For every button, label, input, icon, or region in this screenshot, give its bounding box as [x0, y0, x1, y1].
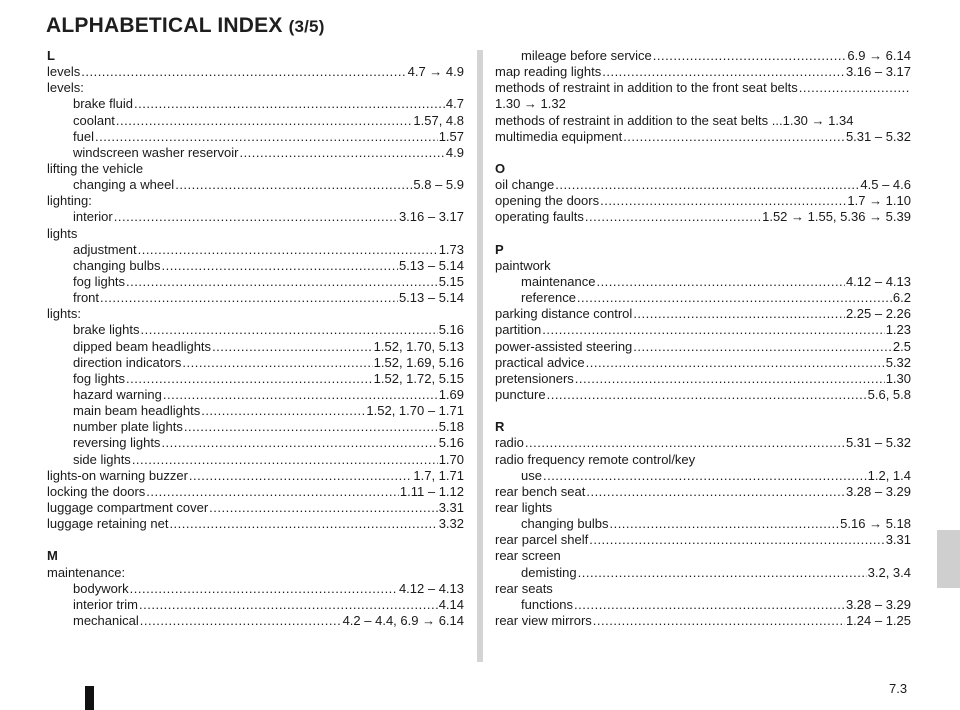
- entry-label: rear bench seat: [495, 483, 586, 499]
- index-letter-heading: L: [47, 48, 55, 63]
- dot-leader: [163, 387, 438, 403]
- dot-leader: [175, 177, 412, 193]
- index-entry: [495, 613, 911, 629]
- index-subentry: [47, 96, 464, 112]
- index-heading: levels:: [47, 80, 84, 96]
- index-subentry: [47, 403, 464, 419]
- dot-leader: [130, 581, 398, 597]
- entry-label: use: [521, 467, 542, 483]
- dot-leader: [589, 532, 884, 548]
- index-heading: 1.30 → 1.32: [495, 96, 566, 112]
- index-heading: rear seats: [495, 580, 553, 596]
- dot-leader: [161, 258, 397, 274]
- entry-page-ref: 4.14: [438, 596, 464, 612]
- index-subentry: [495, 290, 911, 306]
- entry-label: operating faults: [495, 209, 584, 225]
- entry-label: luggage compartment cover: [47, 499, 209, 515]
- dot-leader: [586, 484, 845, 500]
- entry-page-ref: 1.7, 1.71: [413, 467, 464, 483]
- index-column-right: [495, 48, 911, 629]
- dot-leader: [212, 339, 373, 355]
- entry-label: demisting: [521, 564, 577, 580]
- dot-leader: [184, 419, 438, 435]
- entry-label: pretensioners: [495, 370, 574, 386]
- entry-label: rear parcel shelf: [495, 532, 589, 548]
- entry-label: changing bulbs: [73, 257, 161, 273]
- entry-label: hazard warning: [73, 386, 162, 402]
- entry-label: main beam headlights: [73, 403, 201, 419]
- index-entry: [495, 484, 911, 500]
- entry-page-ref: 4.7: [445, 96, 464, 112]
- entry-label: radio: [495, 435, 524, 451]
- entry-label: reference: [521, 290, 576, 306]
- entry-label: fog lights: [73, 273, 126, 289]
- dot-leader: [596, 274, 844, 290]
- entry-page-ref: 3.28 – 3.29: [845, 483, 911, 499]
- dot-leader: [182, 355, 372, 371]
- index-entry: [47, 484, 464, 500]
- index-heading: methods of restraint in addition to the seat belts ...1.30 → 1.34: [495, 112, 854, 128]
- dot-leader: [126, 371, 373, 387]
- index-subentry: [47, 322, 464, 338]
- index-heading: lighting:: [47, 193, 92, 209]
- dot-leader: [95, 129, 438, 145]
- index-entry: [47, 468, 464, 484]
- dot-leader: [633, 339, 892, 355]
- entry-label: levels: [47, 64, 81, 80]
- index-letter-heading: R: [495, 419, 505, 435]
- index-heading: lights: [47, 225, 78, 241]
- dot-leader: [126, 274, 438, 290]
- dot-leader: [132, 452, 438, 468]
- page-number: 7.3: [889, 681, 908, 696]
- entry-label: multimedia equipment: [495, 128, 623, 144]
- index-heading: maintenance:: [47, 564, 126, 580]
- entry-label: methods of restraint in addition to the front seat belts: [495, 80, 798, 96]
- dot-leader: [609, 516, 839, 532]
- index-entry: [495, 387, 911, 403]
- entry-page-ref: 5.15: [438, 273, 464, 289]
- entry-label: interior: [73, 209, 113, 225]
- dot-leader: [81, 64, 406, 80]
- entry-page-ref: 4.7 → 4.9: [407, 64, 464, 80]
- page-title-part: (3/5): [288, 17, 325, 36]
- entry-page-ref: 1.30: [885, 370, 911, 386]
- entry-page-ref: 4.5 – 4.6: [860, 177, 911, 193]
- entry-label: parking distance control: [495, 306, 633, 322]
- page-title-text: ALPHABETICAL INDEX: [46, 14, 283, 37]
- entry-label: front: [73, 290, 100, 306]
- index-entry: [495, 532, 911, 548]
- entry-label: fog lights: [73, 370, 126, 386]
- entry-page-ref: 5.13 – 5.14: [398, 290, 464, 306]
- dot-leader: [114, 209, 398, 225]
- index-subentry: [495, 597, 911, 613]
- index-letter-heading: P: [495, 241, 504, 257]
- entry-page-ref: 1.11 – 1.12: [399, 483, 464, 499]
- entry-label: interior trim: [73, 596, 139, 612]
- entry-page-ref: 1.7 → 1.10: [847, 193, 911, 209]
- dot-leader: [134, 96, 445, 112]
- entry-page-ref: 1.52, 1.69, 5.16: [373, 354, 464, 370]
- dot-leader: [653, 48, 847, 64]
- dot-leader: [140, 613, 342, 629]
- entry-page-ref: 3.16 – 3.17: [398, 209, 464, 225]
- entry-label: puncture: [495, 386, 546, 402]
- entry-label: brake lights: [73, 322, 140, 338]
- entry-page-ref: 1.52, 1.72, 5.15: [373, 370, 464, 386]
- index-subentry: [495, 565, 911, 581]
- entry-label: changing a wheel: [73, 177, 175, 193]
- entry-page-ref: 2.5: [892, 338, 911, 354]
- index-subentry: [47, 419, 464, 435]
- spacer: [495, 145, 911, 161]
- index-entry: [495, 355, 911, 371]
- index-entry: [495, 129, 911, 145]
- entry-page-ref: 5.8 – 5.9: [413, 177, 464, 193]
- index-subentry: [495, 516, 911, 532]
- spacer: [495, 403, 911, 419]
- dot-leader: [161, 435, 437, 451]
- entry-page-ref: 5.16: [438, 322, 464, 338]
- entry-page-ref: 1.2, 1.4: [867, 467, 911, 483]
- index-entry: [495, 193, 911, 209]
- index-heading: rear screen: [495, 548, 561, 564]
- entry-page-ref: 1.70: [438, 451, 464, 467]
- entry-page-ref: 6.9 → 6.14: [847, 48, 911, 63]
- entry-page-ref: 5.18: [438, 419, 464, 435]
- entry-label: opening the doors: [495, 193, 600, 209]
- index-entry: [495, 209, 911, 225]
- index-subentry: [47, 242, 464, 258]
- dot-leader: [547, 387, 867, 403]
- dot-leader: [799, 80, 910, 96]
- index-entry: [495, 339, 911, 355]
- spacer: [47, 532, 464, 548]
- dot-leader: [585, 209, 761, 225]
- index-entry: [495, 306, 911, 322]
- entry-page-ref: 5.31 – 5.32: [845, 435, 911, 451]
- entry-label: fuel: [73, 128, 94, 144]
- entry-label: windscreen washer reservoir: [73, 144, 239, 160]
- entry-page-ref: 2.25 – 2.26: [845, 306, 911, 322]
- entry-page-ref: 6.2: [892, 290, 911, 306]
- entry-label: power-assisted steering: [495, 338, 633, 354]
- entry-page-ref: 5.32: [885, 354, 911, 370]
- column-divider: [477, 50, 483, 662]
- index-subentry: [47, 129, 464, 145]
- entry-label: luggage retaining net: [47, 516, 169, 532]
- entry-page-ref: 5.31 – 5.32: [845, 128, 911, 144]
- dot-leader: [577, 290, 892, 306]
- entry-page-ref: 5.6, 5.8: [867, 386, 911, 402]
- entry-label: functions: [521, 596, 574, 612]
- dot-leader: [602, 64, 845, 80]
- entry-label: practical advice: [495, 354, 585, 370]
- index-subentry: [47, 355, 464, 371]
- index-subentry: [47, 290, 464, 306]
- dot-leader: [138, 242, 438, 258]
- dot-leader: [633, 306, 845, 322]
- entry-page-ref: 1.57: [438, 128, 464, 144]
- dot-leader: [169, 516, 437, 532]
- entry-label: coolant: [73, 112, 115, 128]
- dot-leader: [139, 597, 438, 613]
- index-subentry: [47, 145, 464, 161]
- index-heading: radio frequency remote control/key: [495, 451, 696, 467]
- dot-leader: [201, 403, 365, 419]
- spacer: [495, 226, 911, 242]
- entry-label: brake fluid: [73, 96, 133, 112]
- entry-page-ref: 4.12 – 4.13: [398, 580, 464, 596]
- index-letter-heading: O: [495, 160, 506, 176]
- entry-label: adjustment: [73, 241, 137, 257]
- entry-page-ref: 1.52, 1.70 – 1.71: [366, 403, 464, 419]
- dot-leader: [239, 145, 444, 161]
- dot-leader: [600, 193, 846, 209]
- entry-label: mechanical: [73, 612, 139, 628]
- entry-page-ref: 1.23: [885, 322, 911, 338]
- index-subentry: [47, 597, 464, 613]
- index-subentry: [47, 387, 464, 403]
- dot-leader: [146, 484, 399, 500]
- dot-leader: [586, 355, 885, 371]
- dot-leader: [525, 435, 845, 451]
- entry-page-ref: 4.2 – 4.4, 6.9 → 6.14: [342, 612, 464, 628]
- dot-leader: [593, 613, 845, 629]
- entry-page-ref: 3.31: [885, 532, 911, 548]
- entry-page-ref: 3.16 – 3.17: [845, 64, 911, 80]
- entry-label: side lights: [73, 451, 131, 467]
- index-entry: [495, 322, 911, 338]
- entry-label: map reading lights: [495, 64, 602, 80]
- index-subentry: [47, 371, 464, 387]
- entry-label: maintenance: [521, 273, 596, 289]
- index-subentry: [47, 435, 464, 451]
- dot-leader: [543, 468, 867, 484]
- dot-leader: [555, 177, 859, 193]
- index-entry: [47, 500, 464, 516]
- dot-leader: [574, 597, 845, 613]
- entry-page-ref: 1.73: [438, 241, 464, 257]
- entry-label: locking the doors: [47, 483, 146, 499]
- dot-leader: [100, 290, 398, 306]
- index-entry: [47, 516, 464, 532]
- index-heading: paintwork: [495, 257, 551, 273]
- entry-label: changing bulbs: [521, 516, 609, 532]
- dot-leader: [542, 322, 884, 338]
- section-tab: [937, 530, 960, 588]
- index-subentry: [47, 581, 464, 597]
- index-subentry: [47, 274, 464, 290]
- entry-page-ref: 1.52, 1.70, 5.13: [373, 338, 464, 354]
- dot-leader: [116, 113, 412, 129]
- entry-page-ref: 3.2, 3.4: [867, 564, 911, 580]
- entry-label: rear view mirrors: [495, 612, 592, 628]
- dot-leader: [189, 468, 412, 484]
- index-subentry: [495, 274, 911, 290]
- entry-label: bodywork: [73, 580, 129, 596]
- index-entry: [495, 64, 911, 80]
- index-entry: [47, 64, 464, 80]
- entry-page-ref: 1.52 → 1.55, 5.36 → 5.39: [762, 209, 911, 225]
- entry-label: oil change: [495, 177, 555, 193]
- index-column-left: [47, 48, 464, 629]
- entry-page-ref: 5.13 – 5.14: [398, 257, 464, 273]
- index-subentry: [495, 468, 911, 484]
- index-entry: [495, 435, 911, 451]
- entry-label: number plate lights: [73, 419, 183, 435]
- entry-page-ref: 1.24 – 1.25: [845, 612, 911, 628]
- entry-page-ref: 3.28 – 3.29: [845, 596, 911, 612]
- index-subentry: [47, 613, 464, 629]
- index-entry: [495, 80, 911, 96]
- index-letter-heading: M: [47, 548, 58, 564]
- index-heading: lights:: [47, 306, 81, 322]
- dot-leader: [578, 565, 867, 581]
- entry-label: reversing lights: [73, 435, 161, 451]
- entry-label: partition: [495, 322, 542, 338]
- entry-page-ref: 5.16 → 5.18: [840, 516, 911, 532]
- index-entry: [495, 371, 911, 387]
- index-subentry: [495, 48, 911, 64]
- index-subentry: [47, 113, 464, 129]
- dot-leader: [209, 500, 438, 516]
- entry-label: mileage before service: [521, 48, 652, 63]
- index-subentry: [47, 177, 464, 193]
- entry-label: lights-on warning buzzer: [47, 467, 188, 483]
- entry-page-ref: 1.69: [438, 386, 464, 402]
- index-entry: [495, 177, 911, 193]
- entry-label: direction indicators: [73, 354, 182, 370]
- page-title: [46, 14, 325, 38]
- entry-page-ref: 1.57, 4.8: [413, 112, 464, 128]
- index-heading: rear lights: [495, 499, 553, 515]
- entry-page-ref: 3.32: [438, 516, 464, 532]
- dot-leader: [575, 371, 885, 387]
- page-marker: [85, 686, 94, 710]
- entry-page-ref: 4.12 – 4.13: [845, 273, 911, 289]
- entry-label: dipped beam headlights: [73, 338, 212, 354]
- entry-page-ref: 4.9: [445, 144, 464, 160]
- dot-leader: [623, 129, 845, 145]
- index-subentry: [47, 209, 464, 225]
- entry-page-ref: 3.31: [438, 499, 464, 515]
- entry-page-ref: 5.16: [438, 435, 464, 451]
- index-subentry: [47, 452, 464, 468]
- index-heading: lifting the vehicle: [47, 160, 144, 176]
- dot-leader: [140, 322, 437, 338]
- index-subentry: [47, 339, 464, 355]
- index-subentry: [47, 258, 464, 274]
